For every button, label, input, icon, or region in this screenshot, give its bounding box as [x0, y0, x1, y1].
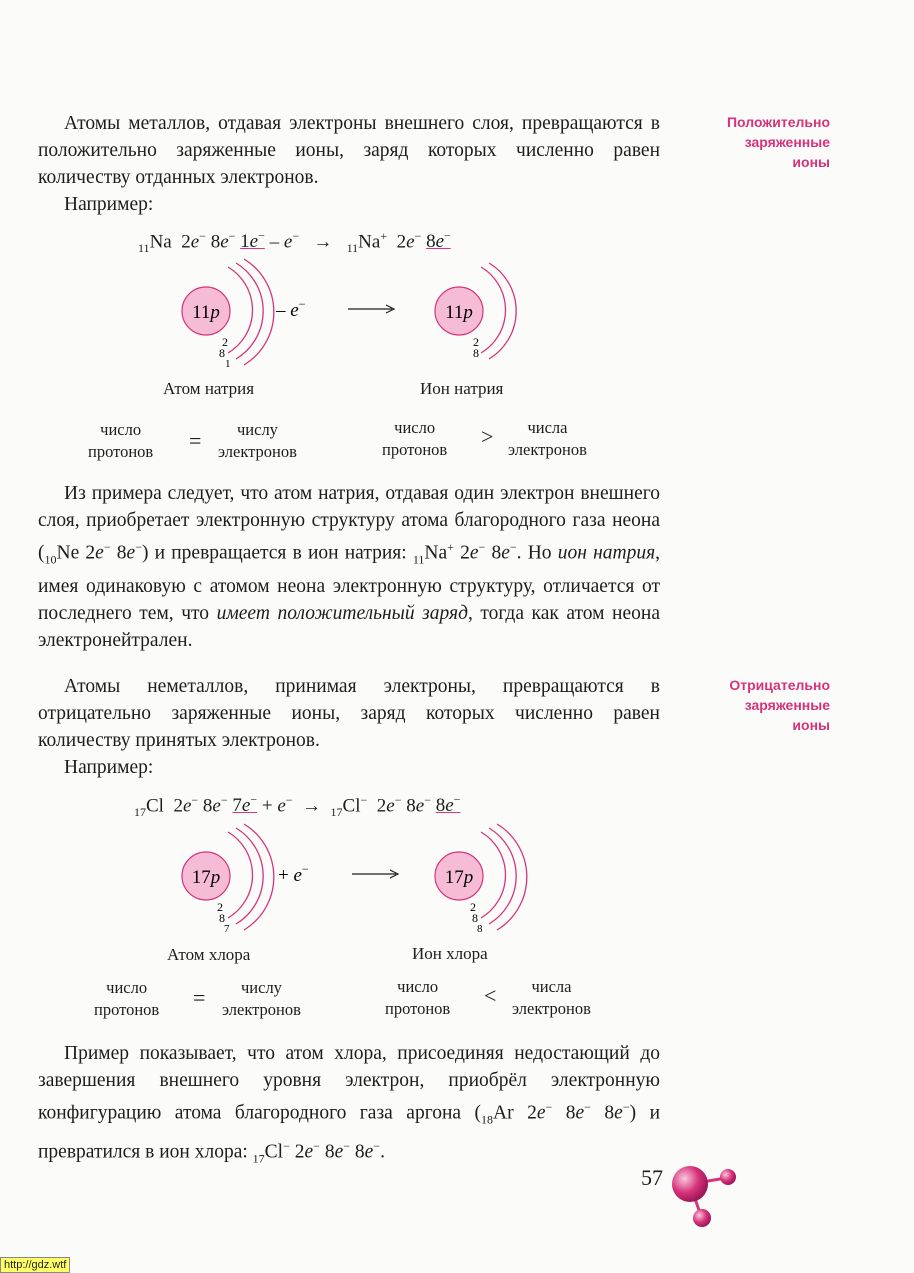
side-note-line: заряженные — [744, 697, 830, 713]
side-note-line: заряженные — [744, 134, 830, 150]
comparison-line: число — [397, 977, 439, 996]
example-label: Например: — [64, 194, 154, 215]
sodium-atom-caption: Атом натрия — [163, 379, 255, 398]
chlorine-diagram — [170, 820, 570, 940]
paragraph-text: Атомы металлов, отдавая электроны внешнего слоя, превращаются в положительно заряженные ионы, заряд которых численно равен количеству отданных электронов. — [38, 113, 660, 188]
shell-count: 2 — [217, 900, 223, 914]
paragraph-chlorine-explanation — [38, 1040, 660, 1173]
shell-count: 8 — [219, 911, 225, 925]
side-note-line: Положительно — [726, 114, 830, 130]
page-number: 57 — [641, 1165, 663, 1190]
comparison-line: число — [394, 418, 436, 437]
comparison-line: числа — [527, 418, 568, 437]
shell-count: 2 — [473, 335, 479, 349]
side-note-negative-ions — [680, 675, 830, 735]
comparison-electrons — [218, 419, 297, 463]
comparison-line: протонов — [94, 1000, 160, 1019]
comparison-protons — [88, 419, 153, 463]
comparison-line: числу — [237, 420, 278, 439]
comparison-line: протонов — [385, 999, 451, 1018]
paragraph-metals — [38, 110, 660, 218]
greater-sign: > — [481, 424, 494, 449]
equals-sign: = — [189, 428, 202, 453]
side-note-line: ионы — [792, 717, 830, 733]
comparison-line: электронов — [508, 440, 587, 459]
shell-count: 8 — [219, 346, 225, 360]
chlorine-atom-caption: Атом хлора — [167, 945, 251, 964]
side-note-line: Отрицательно — [729, 677, 830, 693]
example-label: Например: — [64, 757, 154, 778]
comparison-line: электронов — [218, 442, 297, 461]
less-sign: < — [484, 983, 497, 1008]
electron-shell-arc — [228, 832, 252, 918]
shell-count: 2 — [470, 900, 476, 914]
nucleus-label: 11p — [192, 302, 220, 323]
chlorine-ion-model — [435, 824, 527, 935]
minus-electron-label: – e− — [276, 297, 306, 321]
comparison-electrons — [512, 976, 591, 1020]
molecule-decoration-icon — [668, 1160, 748, 1232]
comparison-line: электронов — [222, 1000, 301, 1019]
electron-shell-arc — [228, 267, 252, 353]
nucleus-label: 11p — [445, 302, 473, 323]
sodium-diagram — [170, 255, 570, 375]
paragraph-text: Из примера следует, что атом натрия, отдавая один электрон внешнего слоя, приобретает электронную структуру атома благородного газа неона ($_{10}Ne$ 2e− 8e−) и превращается в ион натрия: $_{11}$Na+ 2e− 8e−. Но ион натрия, имея одинаковую с атомом неона электронную структуру, отличается от последнего тем, что имеет положительный заряд, тогда как атом неона электронейтрален. — [38, 483, 661, 652]
comparison-line: число — [100, 420, 142, 439]
comparison-line: протонов — [382, 440, 448, 459]
sodium-equation: $_{11}$Na 2e− 8e− 1e− – e− → $_{11}$Na+ 2e− 8e− — [138, 229, 451, 256]
electron-shell-arc — [481, 832, 505, 918]
paragraph-text: Атомы неметаллов, принимая электроны, превращаются в отрицательно заряженные ионы, заряд которых численно равен количеству принятых электронов. — [38, 676, 660, 751]
electron-shell-arc — [481, 267, 505, 353]
shell-count: 8 — [472, 911, 478, 925]
sodium-ion-model — [435, 263, 516, 360]
nucleus-label: 17p — [191, 867, 221, 888]
comparison-protons — [385, 976, 450, 1020]
comparison-line: протонов — [88, 442, 154, 461]
sodium-atom-model — [182, 259, 274, 370]
chlorine-ion-caption: Ион хлора — [412, 944, 488, 963]
watermark-link[interactable]: http://gdz.wtf — [0, 1257, 70, 1273]
comparison-line: число — [106, 978, 148, 997]
side-note-line: ионы — [792, 154, 830, 170]
comparison-line: числу — [241, 978, 282, 997]
comparison-electrons — [508, 417, 587, 461]
paragraph-nonmetals — [38, 673, 660, 781]
chlorine-atom-model — [182, 824, 274, 935]
chlorine-equation: $_{17}$Cl 2e− 8e− 7e− + e− → $_{17}$Cl− 2e− 8e− 8e− — [134, 793, 461, 820]
comparison-electrons — [222, 977, 301, 1021]
shell-count: 8 — [473, 346, 479, 360]
shell-count: 8 — [477, 923, 483, 935]
side-note-positive-ions — [680, 112, 830, 172]
sodium-ion-caption: Ион натрия — [420, 379, 504, 398]
comparison-line: числа — [531, 977, 572, 996]
nucleus-label: 17p — [444, 867, 474, 888]
paragraph-sodium-explanation — [38, 480, 660, 654]
plus-electron-label: + e− — [278, 862, 309, 886]
comparison-protons — [94, 977, 159, 1021]
shell-count: 2 — [222, 335, 228, 349]
paragraph-text: Пример показывает, что атом хлора, присоединяя недостающий до завершения внешнего уровня электрон, приобрёл электронную конфигурацию атома благородного газа аргона ($_{18}Ar$ 2e− 8e− 8e−) и превратился в ион хлора: $_{17}$Cl− 2e− 8e− 8e−. — [38, 1043, 661, 1166]
shell-count: 1 — [225, 358, 231, 370]
comparison-line: электронов — [512, 999, 591, 1018]
comparison-protons — [382, 417, 447, 461]
equals-sign: = — [193, 985, 206, 1010]
shell-count: 7 — [224, 923, 230, 935]
